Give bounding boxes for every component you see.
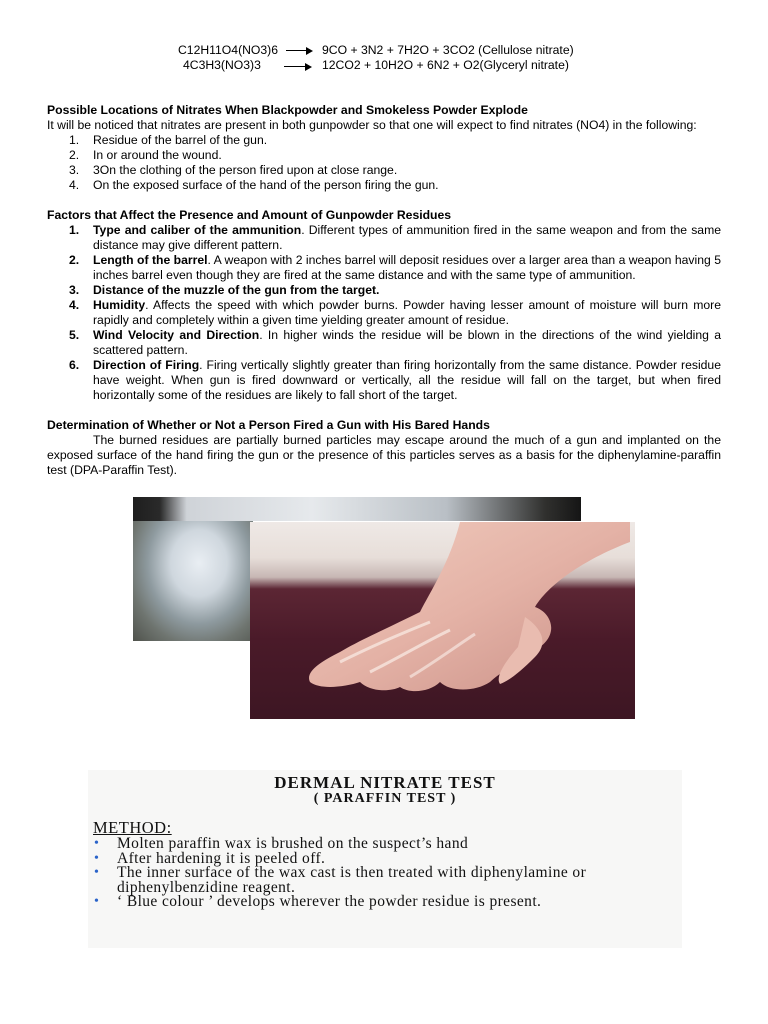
paraffin-test-photo (133, 497, 635, 719)
equation-2-products: 12CO2 + 10H2O + 6N2 + O2(Glyceryl nitrate) (322, 58, 569, 72)
slide-method-label: METHOD: (93, 818, 172, 837)
paragraph: The burned residues are partially burned particles may escape around the much of a gun and implanted on the exposed surface of the hand firing the gun or the presence of this particles serves as a basis for the diphenylamine-paraffin test (DPA-Paraffin Test). (47, 433, 721, 477)
wax-bowl-photo (133, 521, 253, 641)
bullet-icon: • (94, 836, 100, 851)
list-item: 2. Length of the barrel. A weapon with 2 inches barrel will deposit residues over a larger area than a weapon having 5 inches barrel even though they are fired at the same distance and with the same type of ammunition. (69, 253, 721, 282)
photo-background-strip (133, 497, 581, 521)
bullet-icon: • (94, 850, 100, 866)
list-item: • Molten paraffin wax is brushed on the suspect’s hand (94, 835, 469, 852)
equation-1-products: 9CO + 3N2 + 7H2O + 3CO2 (Cellulose nitrate) (322, 43, 574, 57)
equation-1-reactant: C12H11O4(NO3)6 (178, 43, 279, 57)
list-item: 1. Type and caliber of the ammunition. Different types of ammunition fired in the same weapon and from the same distance may give different pattern. (69, 223, 722, 252)
dermal-nitrate-slide (88, 770, 682, 948)
list-item: 1. Residue of the barrel of the gun. (69, 133, 268, 147)
list-item: • ‘ Blue colour ’ develops wherever the powder residue is present. (94, 893, 542, 911)
list-item: 4. On the exposed surface of the hand of the person firing the gun. (69, 178, 439, 192)
arrow-icon (284, 66, 310, 67)
list-item: • After hardening it is peeled off. (94, 849, 326, 867)
paragraph: It will be noticed that nitrates are present in both gunpowder so that one will expect to find nitrates (NO4) in the following: (47, 118, 697, 132)
hand-icon (250, 522, 635, 719)
equation-2-reactant: 4C3H3(NO3)3 (183, 58, 261, 72)
list-item: 3. Distance of the muzzle of the gun from the target. (69, 283, 380, 297)
list-item: 5. Wind Velocity and Direction. In higher winds the residue will be blown in the directions of the wind yielding a scattered pattern. (69, 328, 721, 357)
section-heading: Determination of Whether or Not a Person Fired a Gun with His Bared Hands (47, 418, 490, 432)
locations-list (47, 133, 721, 193)
section-heading: Factors that Affect the Presence and Amount of Gunpowder Residues (47, 208, 452, 222)
list-item: 3. 3On the clothing of the person fired upon at close range. (69, 163, 398, 177)
list-item: 2. In or around the wound. (69, 148, 222, 162)
arrow-icon (286, 50, 311, 51)
hand-in-wax-photo (250, 522, 635, 719)
list-item: 4. Humidity. Affects the speed with which powder burns. Powder having lesser amount of moisture will burn more rapidly and completely within a given time yielding greater amount of residue. (69, 298, 721, 327)
factors-list (47, 223, 721, 403)
slide-subtitle: ( PARAFFIN TEST ) (313, 791, 457, 806)
list-item: 6. Direction of Firing. Firing vertically slightly greater than firing horizontally from the same distance. Powder residue have weight. When gun is fired downward or vertically, all the residue will fall on the target, but when fired horizontally some of the residues are likely to fall short of the target. (69, 358, 721, 402)
section-heading: Possible Locations of Nitrates When Blackpowder and Smokeless Powder Explode (47, 103, 528, 117)
bullet-icon: • (94, 894, 100, 910)
slide-bullets (88, 837, 682, 910)
bullet-icon: • (94, 865, 100, 881)
document-body (47, 103, 721, 478)
list-item: • The inner surface of the wax cast is then treated with diphenylamine or diphenylbenzidine reagent. (94, 864, 587, 896)
slide-title: DERMAL NITRATE TEST (274, 773, 496, 792)
